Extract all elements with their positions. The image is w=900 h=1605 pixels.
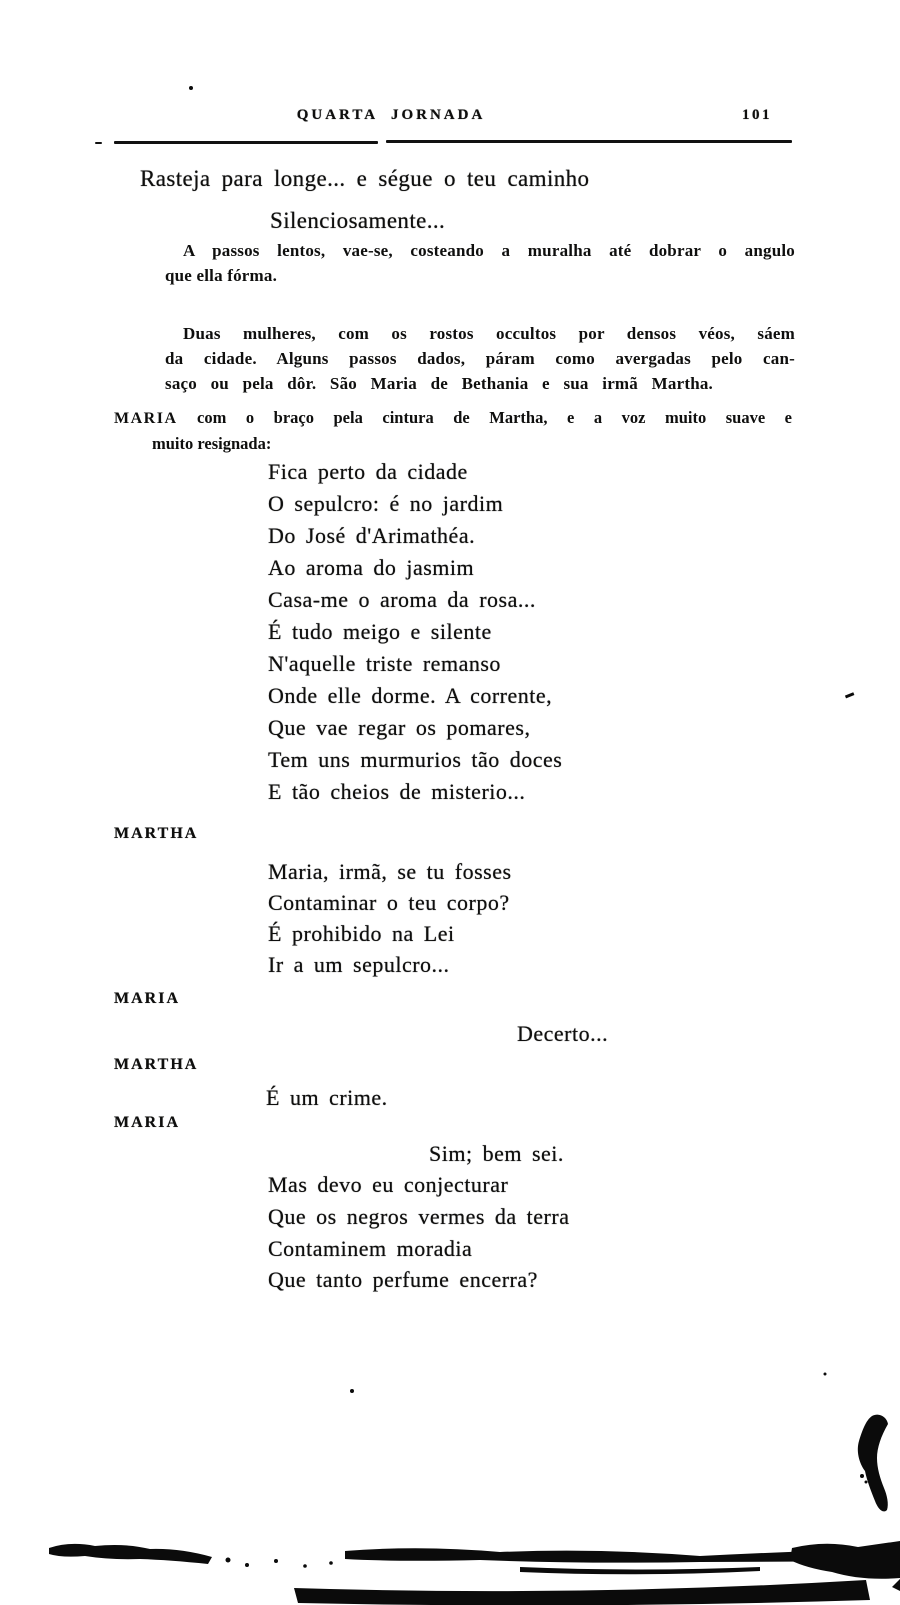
- verse-line: Decerto...: [517, 1021, 609, 1046]
- verse-line: Que vae regar os pomares,: [268, 715, 531, 740]
- speaker-label: MARTHA: [114, 825, 199, 842]
- ink-speck: [274, 1559, 278, 1563]
- ink-speck: [865, 1481, 868, 1484]
- ink-speck: [824, 1373, 827, 1376]
- ink-dash: [845, 692, 854, 698]
- ink-smudge-left: [49, 1544, 212, 1564]
- verse-line: Ao aroma do jasmim: [268, 555, 475, 580]
- verse-line: O sepulcro: é no jardim: [268, 491, 504, 516]
- verse-line: Ir a um sepulcro...: [268, 952, 450, 977]
- ink-speck: [860, 1474, 864, 1478]
- header-rule-left: [114, 141, 378, 144]
- ink-bar-bottom: [294, 1580, 870, 1605]
- header-rule-right: [386, 140, 792, 143]
- ink-speck: [329, 1561, 333, 1565]
- stage-direction-line: A passos lentos, vae-se, costeando a muralha até dobrar o angulo: [183, 241, 795, 260]
- ink-speck: [350, 1389, 354, 1393]
- verse-line: Que tanto perfume encerra?: [268, 1267, 538, 1292]
- speaker-label: MARIA: [114, 990, 180, 1007]
- ink-speck: [245, 1563, 249, 1567]
- verse-line: N'aquelle triste remanso: [268, 651, 501, 676]
- header-rule-tick: [95, 142, 102, 144]
- verse-line: É um crime.: [266, 1085, 388, 1110]
- verse-line: Tem uns murmurios tão doces: [268, 747, 563, 772]
- ink-speck: [226, 1558, 231, 1563]
- verse-line: Contaminem moradia: [268, 1236, 473, 1261]
- verse-line: Mas devo eu conjecturar: [268, 1172, 509, 1197]
- verse-line: Sim; bem sei.: [429, 1141, 564, 1166]
- verse-line: Maria, irmã, se tu fosses: [268, 859, 512, 884]
- stage-direction-line: Duas mulheres, com os rostos occultos por densos véos, sáem: [183, 324, 795, 343]
- verse-line: Fica perto da cidade: [268, 459, 468, 484]
- attribution-text: com o braço pela cintura de Martha, e a voz muito suave e: [197, 408, 792, 427]
- stage-direction-line: que ella fórma.: [165, 266, 278, 285]
- verse-line: Do José d'Arimathéa.: [268, 523, 476, 548]
- verse-line: Contaminar o teu corpo?: [268, 890, 510, 915]
- stage-direction-line: da cidade. Alguns passos dados, páram como avergadas pelo can-: [165, 349, 795, 368]
- speaker-label: MARTHA: [114, 1056, 199, 1073]
- opening-verse-line: Rasteja para longe... e ségue o teu caminho: [140, 166, 590, 191]
- ink-speck: [303, 1564, 307, 1568]
- ink-smudge-streak: [345, 1548, 900, 1563]
- ink-smudge-right-blob: [790, 1541, 900, 1579]
- verse-line: Casa-me o aroma da rosa...: [268, 587, 536, 612]
- ink-speck: [189, 86, 193, 90]
- running-header-title: QUARTA JORNADA: [296, 107, 486, 123]
- ink-smudge-streak-2: [520, 1567, 760, 1574]
- speech-attribution: muito resignada:: [152, 434, 272, 453]
- verse-line: É tudo meigo e silente: [268, 619, 492, 644]
- opening-verse-line: Silenciosamente...: [270, 208, 446, 233]
- page-number: 101: [742, 107, 772, 123]
- speaker-label: MARIA: [114, 1114, 180, 1131]
- verse-line: E tão cheios de misterio...: [268, 779, 526, 804]
- ink-blot-crescent: [858, 1415, 888, 1512]
- verse-line: Onde elle dorme. A corrente,: [268, 683, 553, 708]
- stage-direction-line: saço ou pela dôr. São Maria de Bethania e sua irmã Martha.: [165, 374, 713, 393]
- speech-attribution: [114, 408, 792, 430]
- speaker-name-inline: MARIA: [114, 410, 178, 427]
- verse-line: É prohibido na Lei: [268, 921, 455, 946]
- verse-line: Que os negros vermes da terra: [268, 1204, 570, 1229]
- ink-tick-right: [892, 1579, 900, 1591]
